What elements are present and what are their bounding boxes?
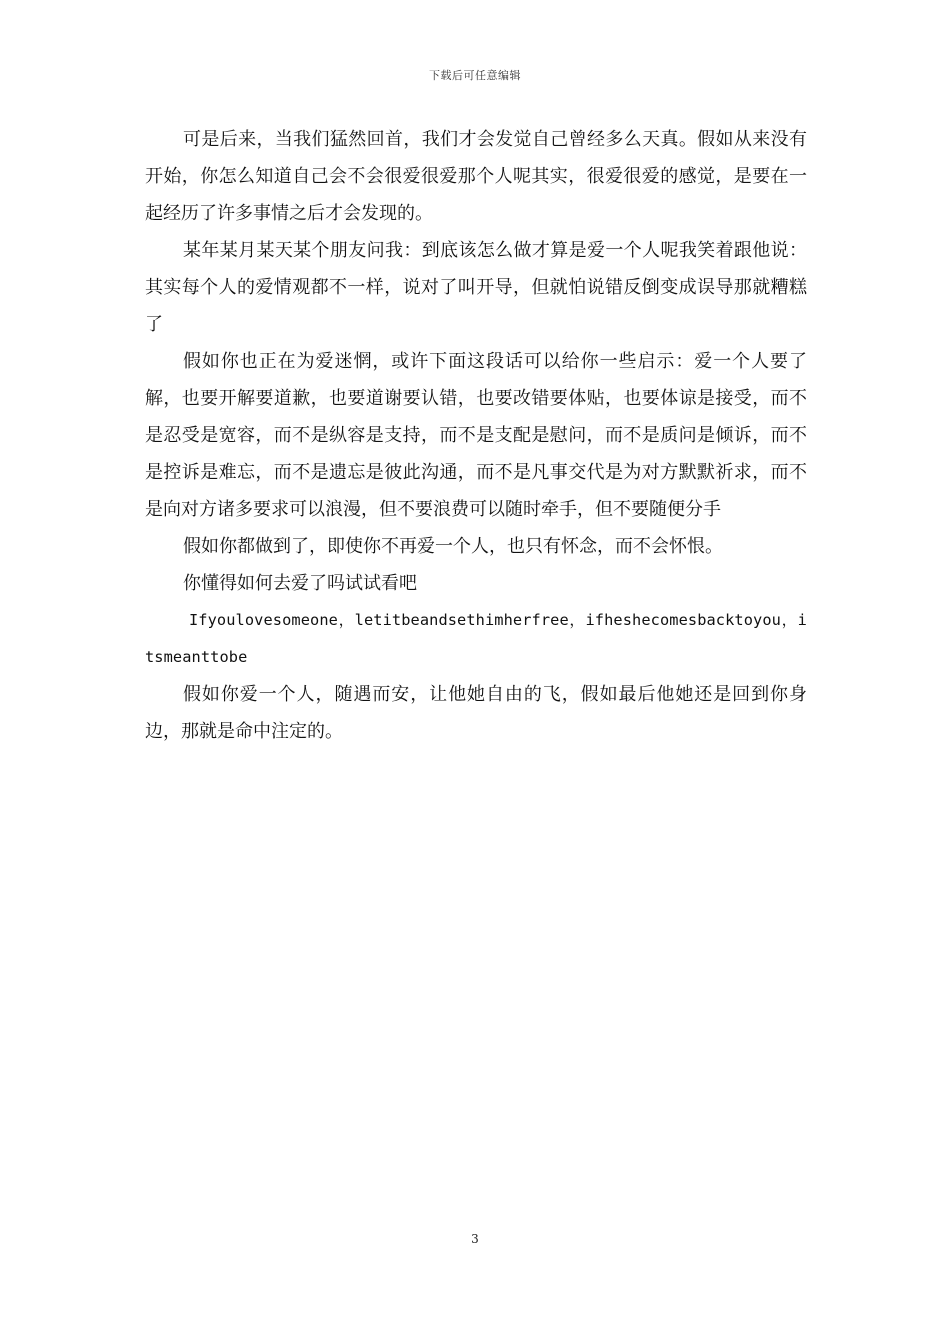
paragraph-3: 假如你也正在为爱迷惘，或许下面这段话可以给你一些启示：爱一个人要了解，也要开解要道歉，也要道谢要认错，也要改错要体贴，也要体谅是接受，而不是忍受是宽容，而不是纵容是支持，而不是支配是慰问，而不是质问是倾诉，而不是控诉是难忘，而不是遗忘是彼此沟通，而不是凡事交代是为对方默默祈求，而不是向对方诸多要求可以浪漫，但不要浪费可以随时牵手，但不要随便分手 [145,351,807,520]
document-body [145,121,807,750]
page-header: 下载后可任意编辑 [429,69,521,82]
page-number: 3 [471,1232,479,1246]
paragraph-5: 你懂得如何去爱了吗试试看吧 [183,573,417,594]
paragraph-7: 假如你爱一个人，随遇而安，让他她自由的飞，假如最后他她还是回到你身边，那就是命中注定的。 [145,684,807,742]
paragraph-1: 可是后来，当我们猛然回首，我们才会发觉自己曾经多么天真。假如从来没有开始，你怎么知道自己会不会很爱很爱那个人呢其实，很爱很爱的感觉，是要在一起经历了许多事情之后才会发现的。 [145,129,807,224]
paragraph-2: 某年某月某天某个朋友问我：到底该怎么做才算是爱一个人呢我笑着跟他说：其实每个人的爱情观都不一样，说对了叫开导，但就怕说错反倒变成误导那就糟糕了 [145,240,807,335]
paragraph-4: 假如你都做到了，即使你不再爱一个人，也只有怀念，而不会怀恨。 [183,536,723,557]
paragraph-6-english: Ifyoulovesomeone，letitbeandsethimherfree，ifheshecomesbacktoyou，itsmeanttobe [145,611,807,666]
